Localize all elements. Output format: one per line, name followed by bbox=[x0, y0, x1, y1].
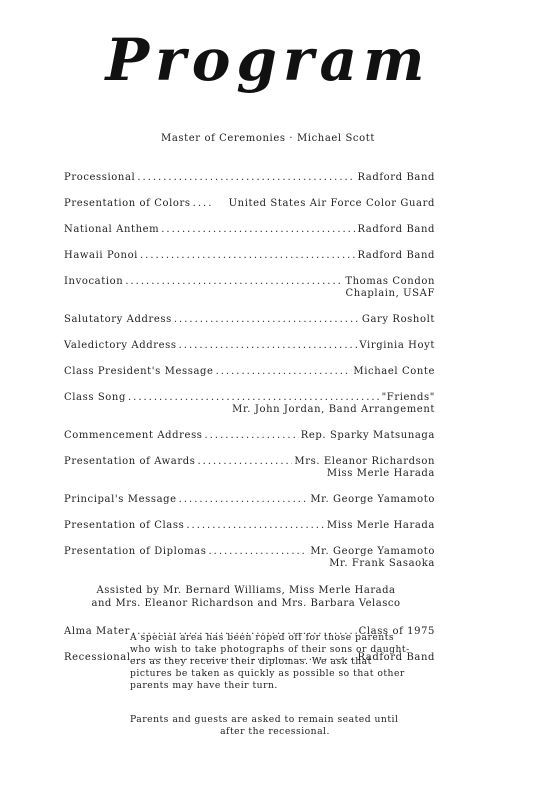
photo-note: A special area has been roped off for those parents who wish to take photographs of their sons or daught- ers as they receive their diplomas. We ask that pictures be taken as quickly as possible so that other parents may have their turn. bbox=[130, 632, 410, 691]
program-item bbox=[64, 520, 435, 532]
program-item bbox=[64, 340, 435, 352]
item-value: Thomas Condon bbox=[345, 276, 435, 287]
item-value: Michael Conte bbox=[353, 366, 435, 377]
item-value: Virginia Hoyt bbox=[359, 340, 435, 351]
item-value: Radford Band bbox=[357, 172, 435, 183]
item-label: Class Song bbox=[64, 392, 126, 403]
item-value: Gary Rosholt bbox=[361, 314, 435, 325]
item-label: Salutatory Address bbox=[64, 314, 172, 325]
item-sub: Mr. Frank Sasaoka bbox=[329, 558, 435, 569]
item-label: Recessional bbox=[64, 652, 131, 663]
item-label: Class President's Message bbox=[64, 366, 214, 377]
item-label: Invocation bbox=[64, 276, 124, 287]
item-label: Presentation of Diplomas bbox=[64, 546, 207, 557]
program-item bbox=[64, 456, 435, 480]
item-label: National Anthem bbox=[64, 224, 160, 235]
item-label: Hawaii Ponoi bbox=[64, 250, 138, 261]
item-value: Radford Band bbox=[357, 224, 435, 235]
program-item bbox=[64, 198, 435, 210]
program-item bbox=[64, 314, 435, 326]
item-value: Mrs. Eleanor Richardson bbox=[294, 456, 435, 467]
item-label: Presentation of Awards bbox=[64, 456, 196, 467]
item-label: Alma Mater bbox=[64, 626, 130, 637]
assisted-by: Assisted by Mr. Bernard Williams, Miss Merle Harada and Mrs. Eleanor Richardson and Mrs. Barbara Velasco bbox=[91, 585, 401, 609]
item-value: Mr. George Yamamoto bbox=[310, 494, 435, 505]
item-label: Commencement Address bbox=[64, 430, 203, 441]
item-sub: Chaplain, USAF bbox=[345, 288, 435, 299]
program-item bbox=[64, 366, 435, 378]
master-of-ceremonies: Master of Ceremonies · Michael Scott bbox=[161, 133, 375, 144]
notes bbox=[130, 632, 420, 760]
program-item bbox=[64, 546, 435, 570]
item-label: Principal's Message bbox=[64, 494, 177, 505]
item-value: Radford Band bbox=[357, 652, 435, 663]
item-value: Radford Band bbox=[357, 250, 435, 261]
item-value: Class of 1975 bbox=[358, 626, 435, 637]
program-item bbox=[64, 250, 435, 262]
item-label: Presentation of Colors bbox=[64, 198, 191, 209]
program-item bbox=[64, 276, 435, 300]
item-label: Presentation of Class bbox=[64, 520, 185, 531]
item-value: "Friends" bbox=[381, 392, 435, 403]
program-title: Program bbox=[105, 26, 431, 94]
item-label: Processional bbox=[64, 172, 136, 183]
seating-note: Parents and guests are asked to remain seated until after the recessional. bbox=[130, 714, 399, 737]
program-item bbox=[64, 494, 435, 506]
item-sub: Miss Merle Harada bbox=[326, 468, 435, 479]
item-value: Rep. Sparky Matsunaga bbox=[300, 430, 435, 441]
item-value: Mr. George Yamamoto bbox=[310, 546, 435, 557]
item-label: Valedictory Address bbox=[64, 340, 177, 351]
program-item bbox=[64, 430, 435, 442]
item-value: United States Air Force Color Guard bbox=[228, 198, 435, 209]
item-value: Miss Merle Harada bbox=[326, 520, 435, 531]
program-items bbox=[64, 172, 435, 678]
program-item bbox=[64, 172, 435, 184]
item-sub: Mr. John Jordan, Band Arrangement bbox=[232, 404, 435, 415]
program-item bbox=[64, 224, 435, 236]
program-item bbox=[64, 392, 435, 416]
